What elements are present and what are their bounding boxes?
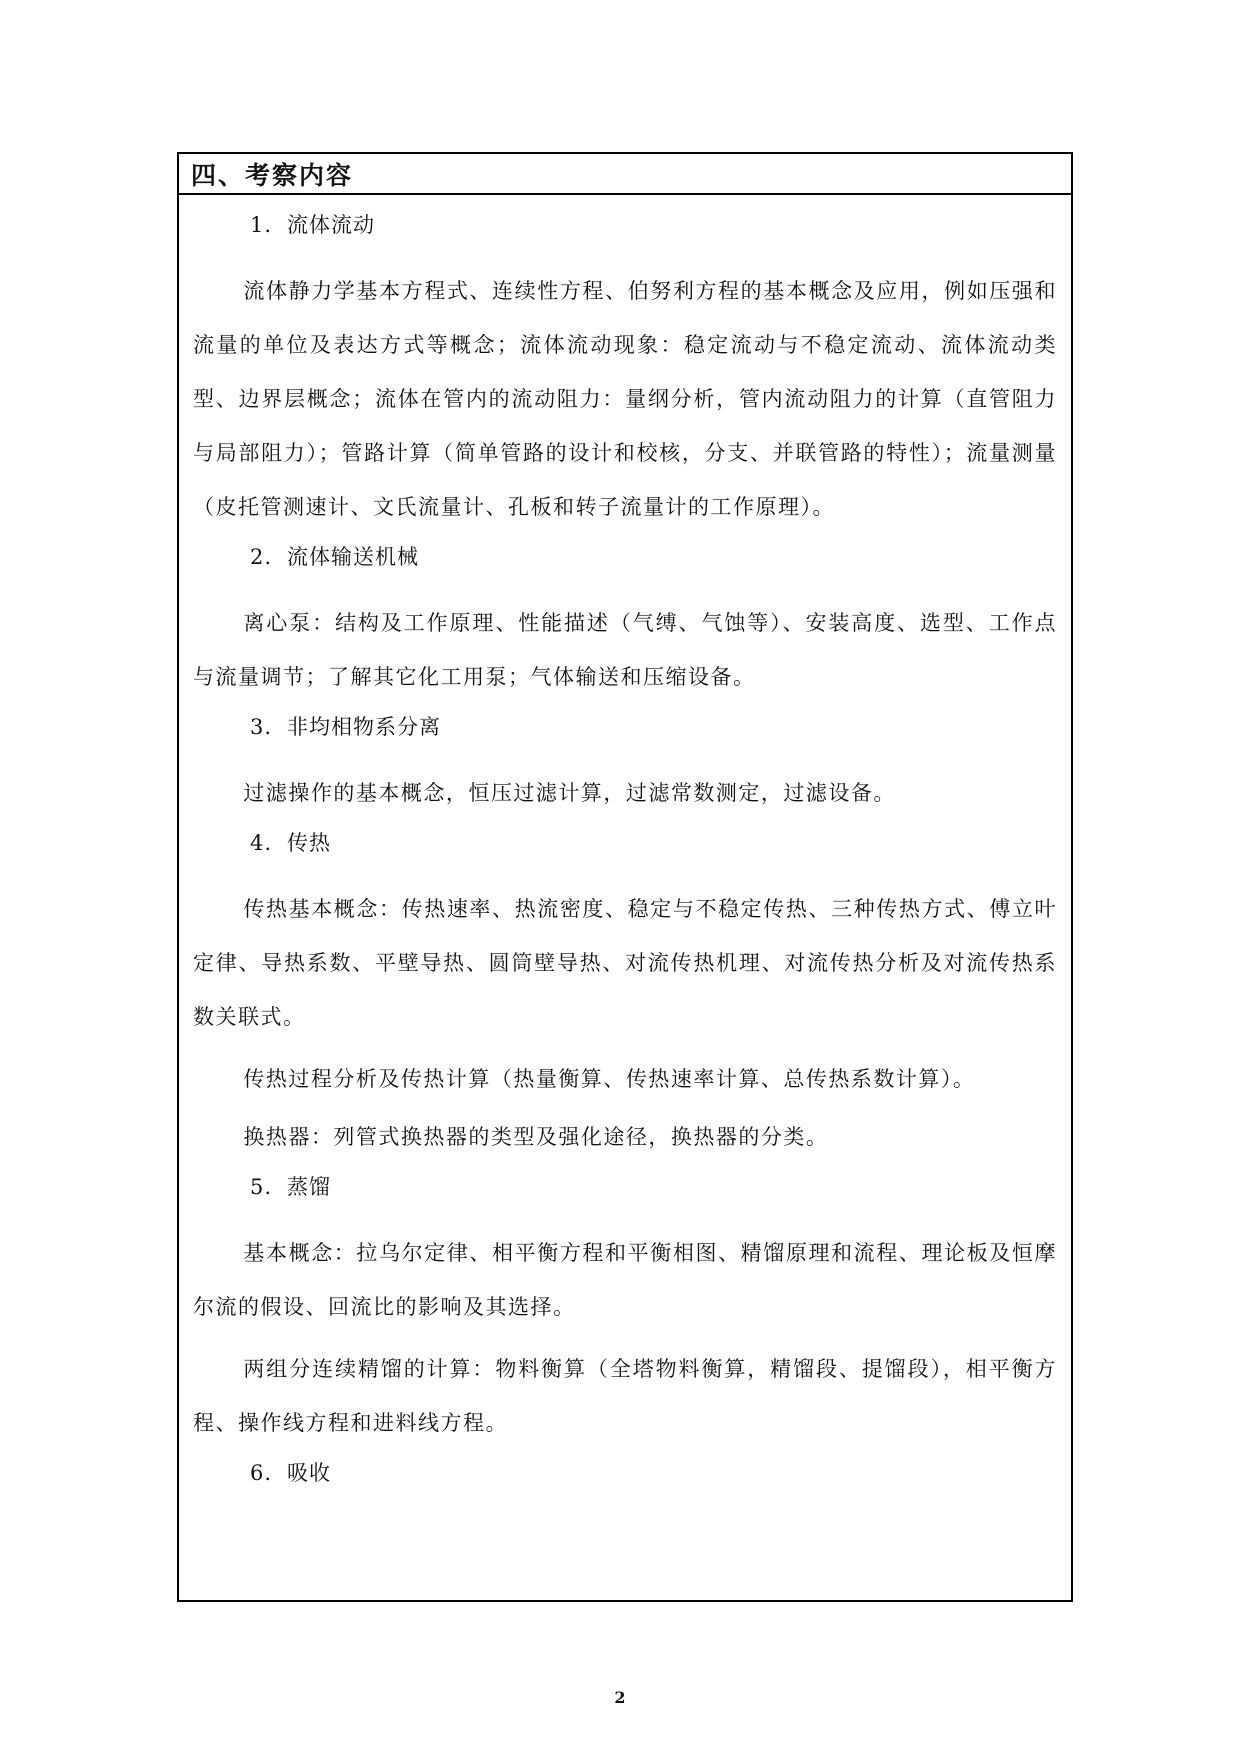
section-number: 1.	[250, 213, 273, 237]
section-title-fluid-transport	[193, 542, 1057, 572]
section-title-absorption	[193, 1458, 1057, 1488]
section-label: 传热	[287, 831, 331, 855]
paragraph-distillation-calculation: 两组分连续精馏的计算：物料衡算（全塔物料衡算，精馏段、提馏段），相平衡方程、操作线方程和进料线方程。	[193, 1357, 1057, 1435]
section-title-separation	[193, 712, 1057, 742]
section-number: 2.	[250, 545, 273, 569]
section-label: 非均相物系分离	[287, 715, 441, 739]
section-label: 蒸馏	[287, 1175, 331, 1199]
section-number: 3.	[250, 715, 273, 739]
section-number: 5.	[250, 1175, 273, 1199]
table-header	[179, 154, 1071, 195]
table-body	[179, 195, 1071, 1488]
paragraph-filtration: 过滤操作的基本概念，恒压过滤计算，过滤常数测定，过滤设备。	[243, 781, 896, 805]
paragraph-heat-basics: 传热基本概念：传热速率、热流密度、稳定与不稳定传热、三种传热方式、傅立叶定律、导热系数、平壁导热、圆筒壁导热、对流传热机理、对流传热分析及对流传热系数关联式。	[193, 897, 1057, 1029]
section-title-fluid-flow	[193, 210, 1057, 240]
section-number: 6.	[250, 1461, 273, 1485]
section-label: 吸收	[287, 1461, 331, 1485]
page-number: 2	[614, 1688, 626, 1707]
content-table	[177, 152, 1073, 1602]
paragraph-fluid-flow: 流体静力学基本方程式、连续性方程、伯努利方程的基本概念及应用，例如压强和流量的单位及表达方式等概念；流体流动现象：稳定流动与不稳定流动、流体流动类型、边界层概念；流体在管内的流动阻力：量纲分析，管内流动阻力的计算（直管阻力与局部阻力）；管路计算（简单管路的设计和校核，分支、并联管路的特性）；流量测量（皮托管测速计、文氏流量计、孔板和转子流量计的工作原理）。	[193, 279, 1057, 519]
section-title-heat-transfer	[193, 828, 1057, 858]
section-label: 流体输送机械	[287, 545, 419, 569]
section-title-distillation	[193, 1172, 1057, 1202]
section-label: 流体流动	[287, 213, 375, 237]
paragraph-distillation-basics: 基本概念：拉乌尔定律、相平衡方程和平衡相图、精馏原理和流程、理论板及恒摩尔流的假设、回流比的影响及其选择。	[193, 1241, 1057, 1319]
paragraph-heat-calculation: 传热过程分析及传热计算（热量衡算、传热速率计算、总传热系数计算）。	[243, 1067, 976, 1091]
section-heading: 四、考察内容	[191, 160, 354, 190]
paragraph-centrifugal-pump: 离心泵：结构及工作原理、性能描述（气缚、气蚀等）、安装高度、选型、工作点与流量调节；了解其它化工用泵；气体输送和压缩设备。	[193, 611, 1057, 689]
paragraph-heat-exchanger: 换热器：列管式换热器的类型及强化途径，换热器的分类。	[243, 1125, 829, 1149]
section-number: 4.	[250, 831, 273, 855]
